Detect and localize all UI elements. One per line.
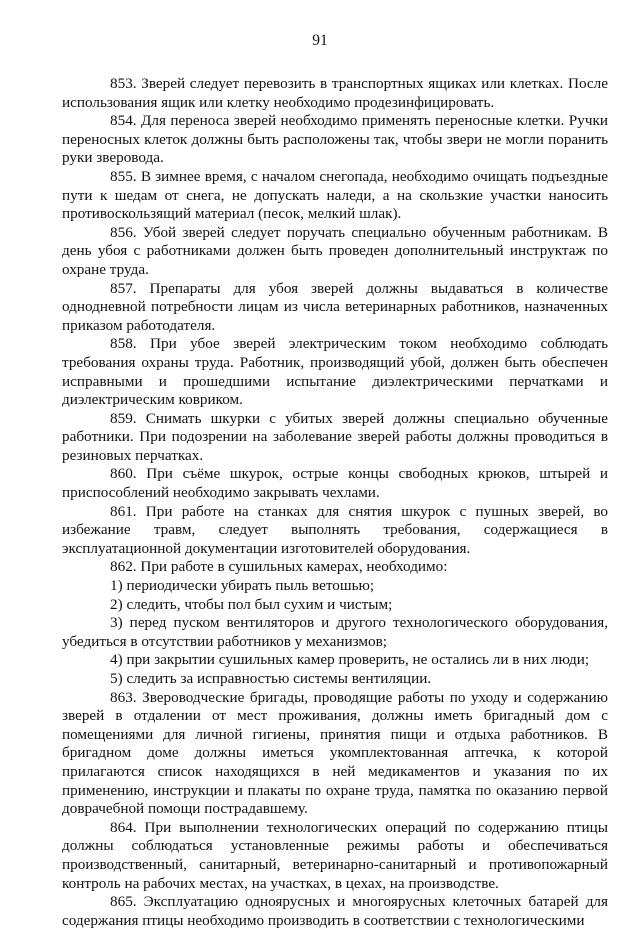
paragraph-860: 860. При съёме шкурок, острые концы свободных крюков, штырей и приспособлений необходимо закрывать чехлами. <box>62 465 608 502</box>
list-item-5: 5) следить за исправностью системы вентиляции. <box>110 670 432 687</box>
list-item-2: 2) следить, чтобы пол был сухим и чистым; <box>110 595 393 613</box>
paragraph-855: 855. В зимнее время, с началом снегопада, необходимо очищать подъездные пути к шедам от снега, не допускать наледи, а на скользкие участки наносить противоскользящий материал (песок, мелкий шлак). <box>62 167 608 223</box>
paragraph-853: 853. Зверей следует перевозить в транспортных ящиках или клетках. После использования ящик или клетку необходимо продезинфицировать. <box>62 75 608 111</box>
paragraph-854: 854. Для переноса зверей необходимо применять переносные клетки. Ручки переносных клеток должны быть расположены так, чтобы звери не могли поранить руки зверовода. <box>62 112 608 167</box>
paragraph-858: 858. При убое зверей электрическим током необходимо соблюдать требования охраны труда. Работник, производящий убой, должен быть обеспечен исправными и прошедшими испытание диэлектрическими перчатками и диэлектрическим ковриком. <box>62 335 608 409</box>
paragraph-861: 861. При работе на станках для снятия шкурок с пушных зверей, во избежание травм, следует выполнять требования, содержащиеся в эксплуатационной документации изготовителей оборудования. <box>62 502 608 557</box>
paragraph-863: 863. Звероводческие бригады, проводящие работы по уходу и содержанию зверей в отдалении от мест проживания, должны иметь бригадный дом с помещениями для личной гигиены, принятия пищи и отдыха работников. В бригадном доме должны иметься укомплектованная аптечка, к которой прилагаются список находящихся в ней медикаментов и указания по их применению, инструкции и плакаты по охране труда, памятка по оказанию первой доврачебной помощи пострадавшему. <box>62 688 608 818</box>
paragraph-857: 857. Препараты для убоя зверей должны выдаваться в количестве однодневной потребности лицам из числа ветеринарных работников, назначенных приказом работодателя. <box>62 279 608 334</box>
list-item-1: 1) периодически убирать пыль ветошью; <box>110 577 375 595</box>
paragraph-862: 862. При работе в сушильных камерах, необходимо: <box>110 558 448 576</box>
list-item-4: 4) при закрытии сушильных камер проверить, не остались ли в них люди; <box>110 651 590 669</box>
page-number: 91 <box>312 32 328 49</box>
paragraph-864: 864. При выполнении технологических операций по содержанию птицы должны соблюдаться установленные режимы работы и обеспечиваться производственный, санитарный, ветеринарно-санитарный и противопожарный контроль на рабочих местах, на участках, в цехах, на производстве. <box>62 818 608 892</box>
list-item-3: 3) перед пуском вентиляторов и другого технологического оборудования, убедиться в отсутствии работников у механизмов; <box>62 614 608 650</box>
paragraph-859: 859. Снимать шкурки с убитых зверей должны специально обученные работники. При подозрении на заболевание зверей работы должны проводиться в резиновых перчатках. <box>62 409 608 464</box>
paragraph-856: 856. Убой зверей следует поручать специально обученным работникам. В день убоя с работниками должен быть проведен дополнительный инструктаж по охране труда. <box>62 223 608 278</box>
document-body <box>62 75 608 930</box>
paragraph-865: 865. Эксплуатацию одноярусных и многоярусных клеточных батарей для содержания птицы необходимо производить в соответствии с технологическими <box>62 893 608 929</box>
